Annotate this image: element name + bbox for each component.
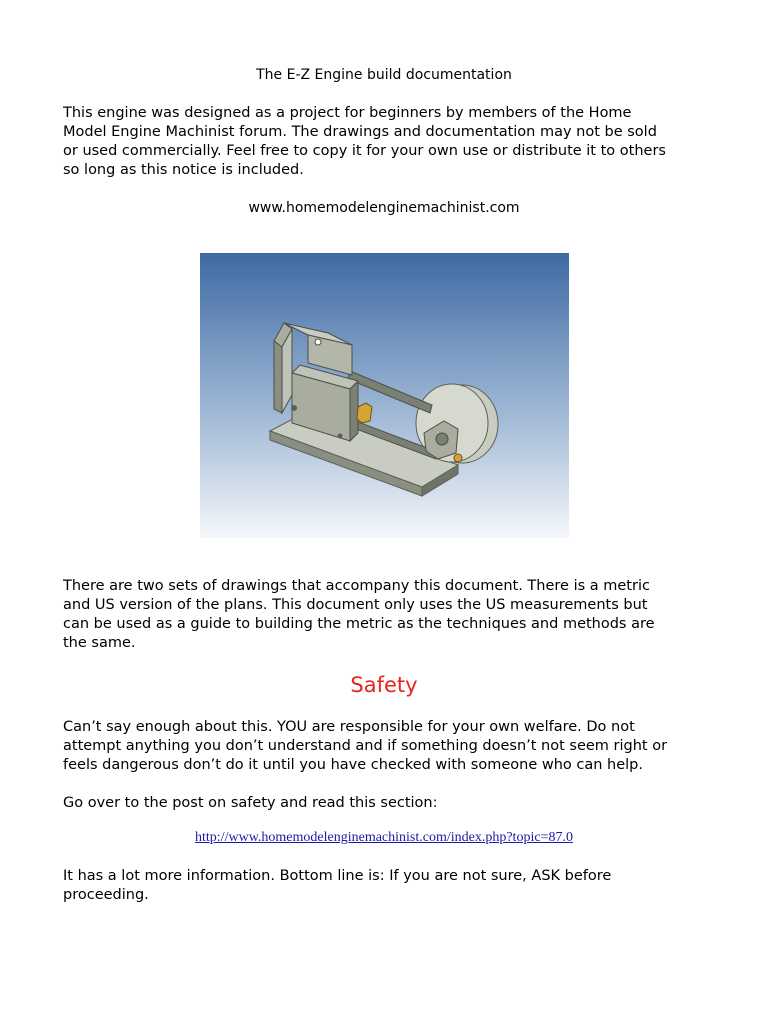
intro-paragraph	[63, 104, 723, 180]
drawings-line: the same.	[63, 635, 136, 651]
drawings-line: can be used as a guide to building the metric as the techniques and methods are	[63, 616, 655, 632]
drawings-line: and US version of the plans. This document only uses the US measurements but	[63, 597, 648, 613]
intro-line: or used commercially. Feel free to copy it for your own use or distribute it to others	[63, 143, 666, 159]
website-url: www.homemodelenginemachinist.com	[248, 200, 520, 216]
drawings-line: There are two sets of drawings that accompany this document. There is a metric	[63, 578, 650, 594]
document-title: The E-Z Engine build documentation	[256, 67, 512, 83]
closing-line: proceeding.	[63, 887, 149, 903]
intro-line: This engine was designed as a project for beginners by members of the Home	[63, 105, 632, 121]
intro-line: so long as this notice is included.	[63, 162, 304, 178]
safety-link[interactable]: http://www.homemodelenginemachinist.com/index.php?topic=87.0	[195, 830, 573, 845]
safety-line: Can’t say enough about this. YOU are responsible for your own welfare. Do not	[63, 719, 635, 735]
drawings-paragraph	[63, 577, 723, 653]
closing-paragraph	[63, 867, 723, 905]
safety-post-paragraph: Go over to the post on safety and read this section:	[63, 795, 438, 811]
engine-render-image	[200, 253, 569, 538]
safety-heading: Safety	[350, 673, 418, 697]
safety-line: attempt anything you don’t understand and if something doesn’t not seem right or	[63, 738, 668, 754]
safety-link-row	[0, 829, 768, 847]
safety-line: feels dangerous don’t do it until you have checked with someone who can help.	[63, 757, 643, 773]
intro-line: Model Engine Machinist forum. The drawings and documentation may not be sold	[63, 124, 657, 140]
safety-paragraph	[63, 718, 723, 775]
closing-line: It has a lot more information. Bottom line is: If you are not sure, ASK before	[63, 868, 612, 884]
